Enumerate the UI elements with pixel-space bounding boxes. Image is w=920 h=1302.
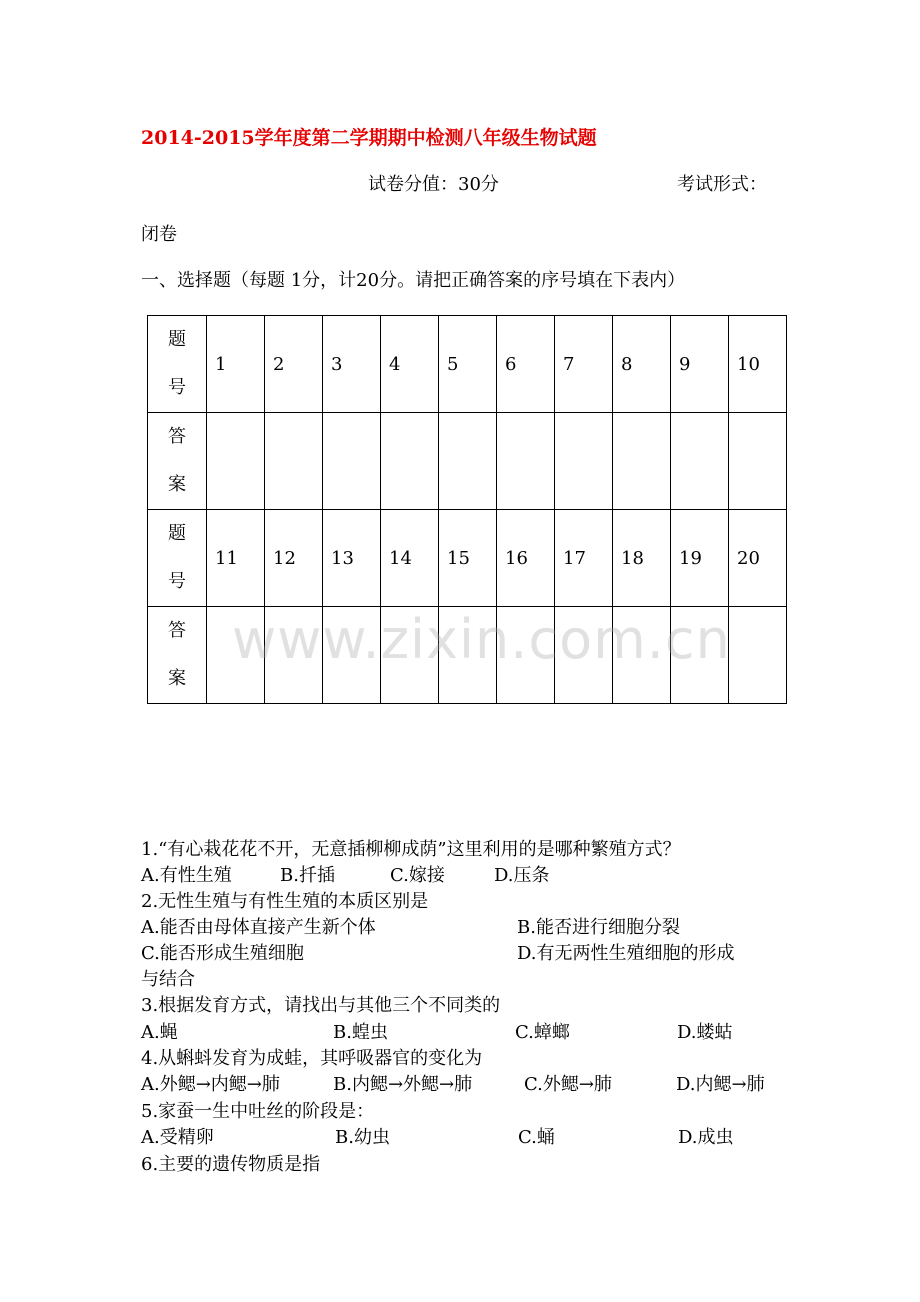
question-2-option-d: D.有无两性生殖细胞的形成 (517, 943, 735, 964)
question-4-option-b: B.内鳃→外鳃→肺 (333, 1074, 473, 1095)
question-2-stem: 2.无性生殖与有性生殖的本质区别是 (141, 891, 429, 912)
row-label: 答 案 (148, 607, 207, 704)
question-1-stem: 1.“有心栽花花不开，无意插柳柳成荫”这里利用的是哪种繁殖方式？ (141, 839, 681, 860)
question-3-stem: 3.根据发育方式，请找出与其他三个不同类的 (141, 995, 501, 1016)
exam-form-label: 考试形式： (677, 174, 767, 195)
question-1-option-a: A.有性生殖 (141, 865, 232, 886)
answer-cell[interactable] (207, 413, 265, 510)
row-label: 题 号 (148, 316, 207, 413)
question-5-option-d: D.成虫 (678, 1127, 734, 1148)
question-number-cell: 11 (207, 510, 265, 607)
question-number-cell: 7 (555, 316, 613, 413)
page-title: 2014-2015学年度第二学期期中检测八年级生物试题 (141, 127, 597, 149)
question-4-stem: 4.从蝌蚪发育为成蛙，其呼吸器官的变化为 (141, 1048, 483, 1069)
question-4-option-a: A.外鳃→内鳃→肺 (141, 1074, 280, 1095)
question-number-cell: 2 (265, 316, 323, 413)
question-number-cell: 3 (323, 316, 381, 413)
question-1-option-b: B.扦插 (280, 865, 335, 886)
table-row (148, 510, 787, 607)
question-5-option-c: C.蛹 (518, 1127, 555, 1148)
answer-cell[interactable] (497, 413, 555, 510)
question-3-option-a: A.蝇 (141, 1022, 178, 1043)
answer-cell[interactable] (671, 413, 729, 510)
question-number-cell: 10 (729, 316, 787, 413)
watermark: www.zixin.com.cn (232, 608, 731, 671)
question-number-cell: 4 (381, 316, 439, 413)
question-2-option-a: A.能否由母体直接产生新个体 (141, 917, 376, 938)
question-number-cell: 1 (207, 316, 265, 413)
question-5-option-b: B.幼虫 (335, 1127, 390, 1148)
question-2-option-c: C.能否形成生殖细胞 (141, 943, 304, 964)
question-number-cell: 17 (555, 510, 613, 607)
row-label: 答 案 (148, 413, 207, 510)
question-4-option-c: C.外鳃→肺 (524, 1074, 612, 1095)
question-number-cell: 8 (613, 316, 671, 413)
question-number-cell: 19 (671, 510, 729, 607)
question-number-cell: 18 (613, 510, 671, 607)
section-heading: 一、选择题（每题 1分，计20分。请把正确答案的序号填在下表内） (141, 270, 686, 291)
answer-cell[interactable] (729, 607, 787, 704)
question-number-cell: 20 (729, 510, 787, 607)
question-number-cell: 6 (497, 316, 555, 413)
question-number-cell: 15 (439, 510, 497, 607)
question-5-option-a: A.受精卵 (141, 1127, 214, 1148)
answer-cell[interactable] (381, 413, 439, 510)
answer-cell[interactable] (439, 413, 497, 510)
question-number-cell: 12 (265, 510, 323, 607)
question-4-option-d: D.内鳃→肺 (676, 1074, 765, 1095)
answer-cell[interactable] (613, 413, 671, 510)
answer-cell[interactable] (729, 413, 787, 510)
question-number-cell: 14 (381, 510, 439, 607)
question-5-stem: 5.家蚕一生中吐丝的阶段是： (141, 1101, 375, 1122)
question-number-cell: 16 (497, 510, 555, 607)
answer-cell[interactable] (323, 413, 381, 510)
score-label: 试卷分值：30分 (368, 174, 499, 195)
question-2-option-b: B.能否进行细胞分裂 (517, 917, 680, 938)
question-3-option-c: C.蟑螂 (515, 1022, 570, 1043)
question-number-cell: 13 (323, 510, 381, 607)
exam-form-value: 闭卷 (141, 224, 177, 245)
answer-cell[interactable] (555, 413, 613, 510)
row-label: 题 号 (148, 510, 207, 607)
question-3-option-d: D.蝼蛄 (677, 1022, 733, 1043)
question-number-cell: 5 (439, 316, 497, 413)
table-row (148, 316, 787, 413)
question-number-cell: 9 (671, 316, 729, 413)
question-6-stem: 6.主要的遗传物质是指 (141, 1154, 321, 1175)
table-row (148, 413, 787, 510)
question-2-option-d-continued: 与结合 (141, 969, 195, 990)
question-1-option-c: C.嫁接 (390, 865, 445, 886)
question-1-option-d: D.压条 (494, 865, 550, 886)
answer-cell[interactable] (265, 413, 323, 510)
question-3-option-b: B.蝗虫 (333, 1022, 388, 1043)
